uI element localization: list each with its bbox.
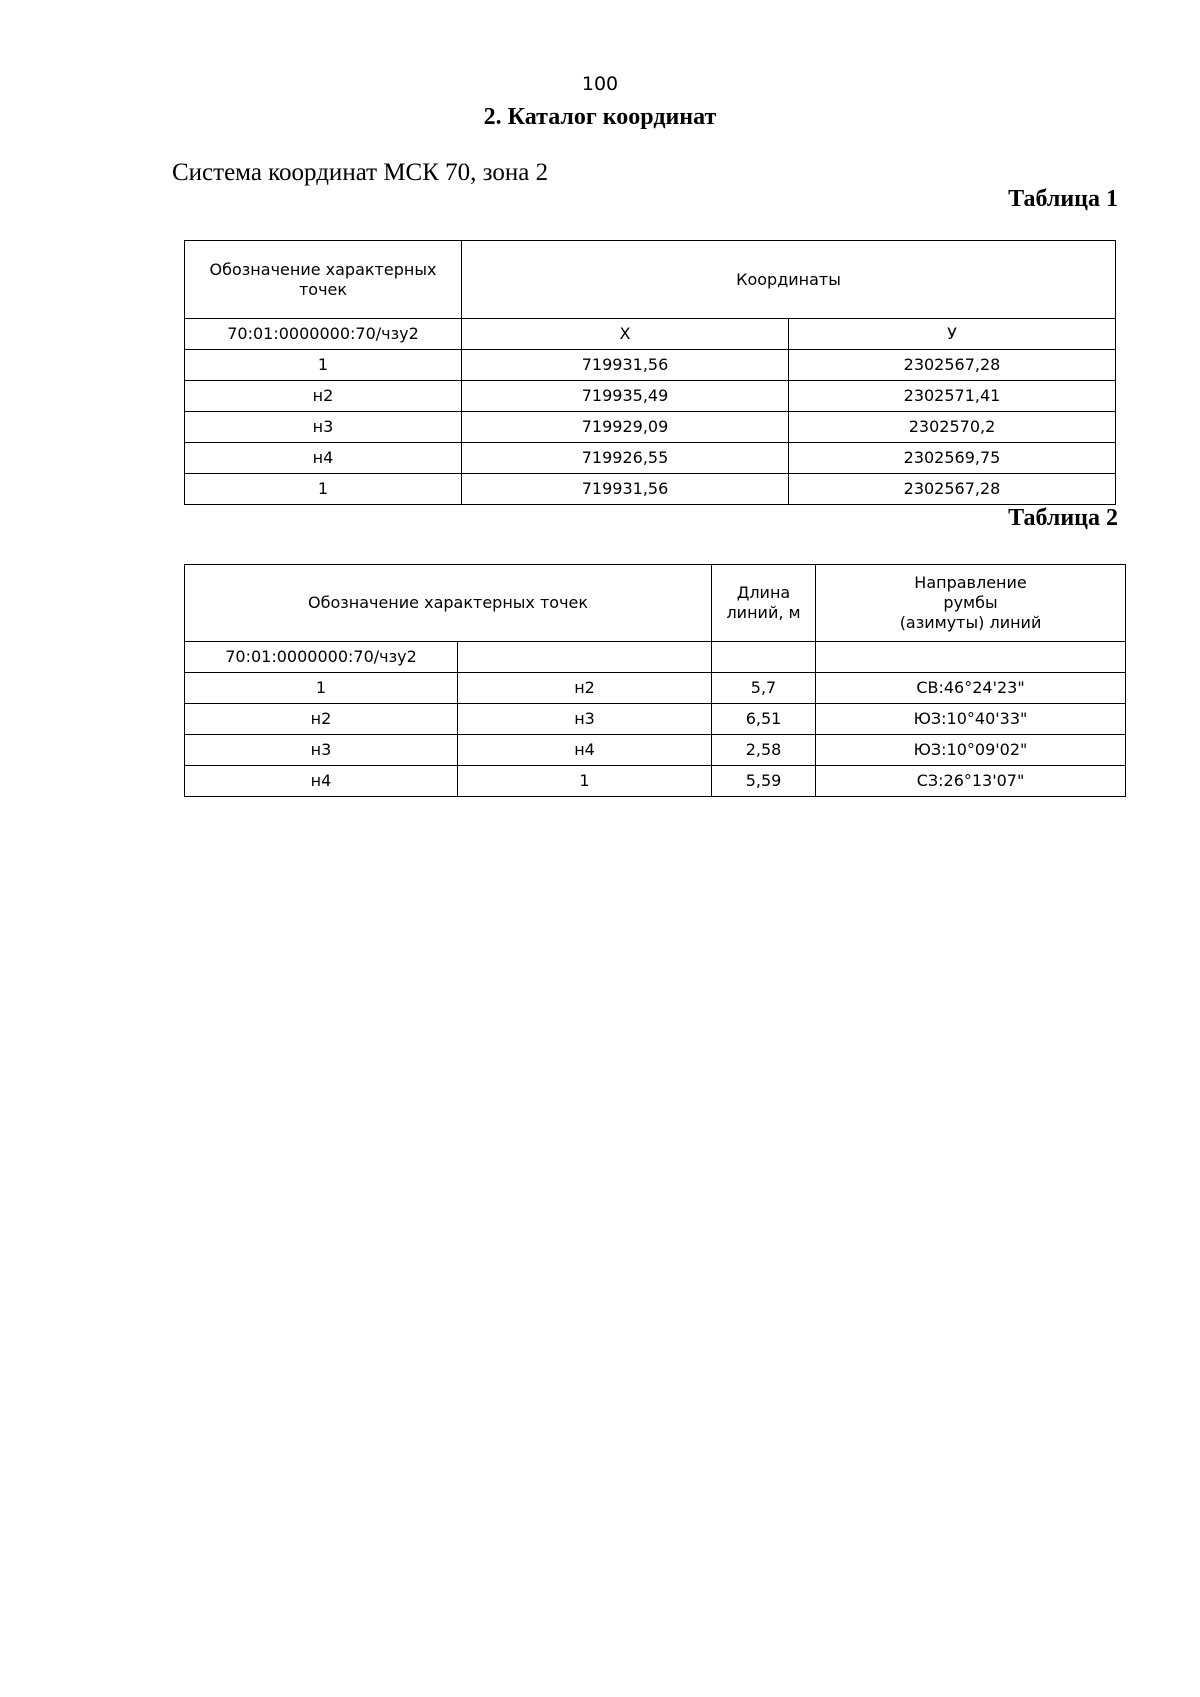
section-title: 2. Каталог координат: [483, 104, 717, 130]
x-cell: 719929,09: [462, 412, 789, 443]
table-row: [185, 350, 1116, 381]
coordinate-system-label: Система координат МСК 70, зона 2: [172, 159, 549, 186]
point-cell: 1: [185, 350, 462, 381]
table-row: [185, 704, 1126, 735]
direction-cell: ЮЗ:10°40'33": [816, 704, 1126, 735]
header-points: Обозначение характерных точек: [185, 565, 712, 642]
table-row: [185, 735, 1126, 766]
table-row: [185, 412, 1116, 443]
table-1-caption: Таблица 1: [1008, 186, 1118, 212]
point-cell: н3: [185, 412, 462, 443]
x-cell: 719926,55: [462, 443, 789, 474]
empty-cell: [712, 642, 816, 673]
lines-table: [184, 564, 1126, 797]
header-points: Обозначение характерных точек: [185, 241, 462, 319]
header-x: X: [462, 319, 789, 350]
table-row: [185, 381, 1116, 412]
coordinates-table: [184, 240, 1116, 505]
table-row: [185, 766, 1126, 797]
table-subheader-row: [185, 319, 1116, 350]
direction-cell: ЮЗ:10°09'02": [816, 735, 1126, 766]
table-2-caption: Таблица 2: [1008, 505, 1118, 531]
y-cell: 2302570,2: [789, 412, 1116, 443]
table-row: [185, 474, 1116, 505]
x-cell: 719931,56: [462, 474, 789, 505]
empty-cell: [816, 642, 1126, 673]
from-point-cell: н4: [185, 766, 458, 797]
table-header-row: [185, 565, 1126, 642]
table-subheader-row: [185, 642, 1126, 673]
parcel-id: 70:01:0000000:70/чзу2: [185, 642, 458, 673]
to-point-cell: н4: [458, 735, 712, 766]
from-point-cell: н2: [185, 704, 458, 735]
empty-cell: [458, 642, 712, 673]
to-point-cell: н3: [458, 704, 712, 735]
table-row: [185, 673, 1126, 704]
y-cell: 2302571,41: [789, 381, 1116, 412]
direction-cell: СЗ:26°13'07": [816, 766, 1126, 797]
from-point-cell: н3: [185, 735, 458, 766]
length-cell: 5,7: [712, 673, 816, 704]
point-cell: 1: [185, 474, 462, 505]
x-cell: 719935,49: [462, 381, 789, 412]
length-cell: 5,59: [712, 766, 816, 797]
x-cell: 719931,56: [462, 350, 789, 381]
y-cell: 2302567,28: [789, 474, 1116, 505]
to-point-cell: н2: [458, 673, 712, 704]
header-direction: Направление румбы (азимуты) линий: [816, 565, 1126, 642]
point-cell: н2: [185, 381, 462, 412]
y-cell: 2302567,28: [789, 350, 1116, 381]
length-cell: 6,51: [712, 704, 816, 735]
y-cell: 2302569,75: [789, 443, 1116, 474]
parcel-id: 70:01:0000000:70/чзу2: [185, 319, 462, 350]
header-length: Длина линий, м: [712, 565, 816, 642]
length-cell: 2,58: [712, 735, 816, 766]
page-number: 100: [581, 73, 619, 95]
to-point-cell: 1: [458, 766, 712, 797]
header-y: У: [789, 319, 1116, 350]
point-cell: н4: [185, 443, 462, 474]
direction-cell: СВ:46°24'23": [816, 673, 1126, 704]
from-point-cell: 1: [185, 673, 458, 704]
header-coordinates: Координаты: [462, 241, 1116, 319]
table-row: [185, 443, 1116, 474]
table-header-row: [185, 241, 1116, 319]
